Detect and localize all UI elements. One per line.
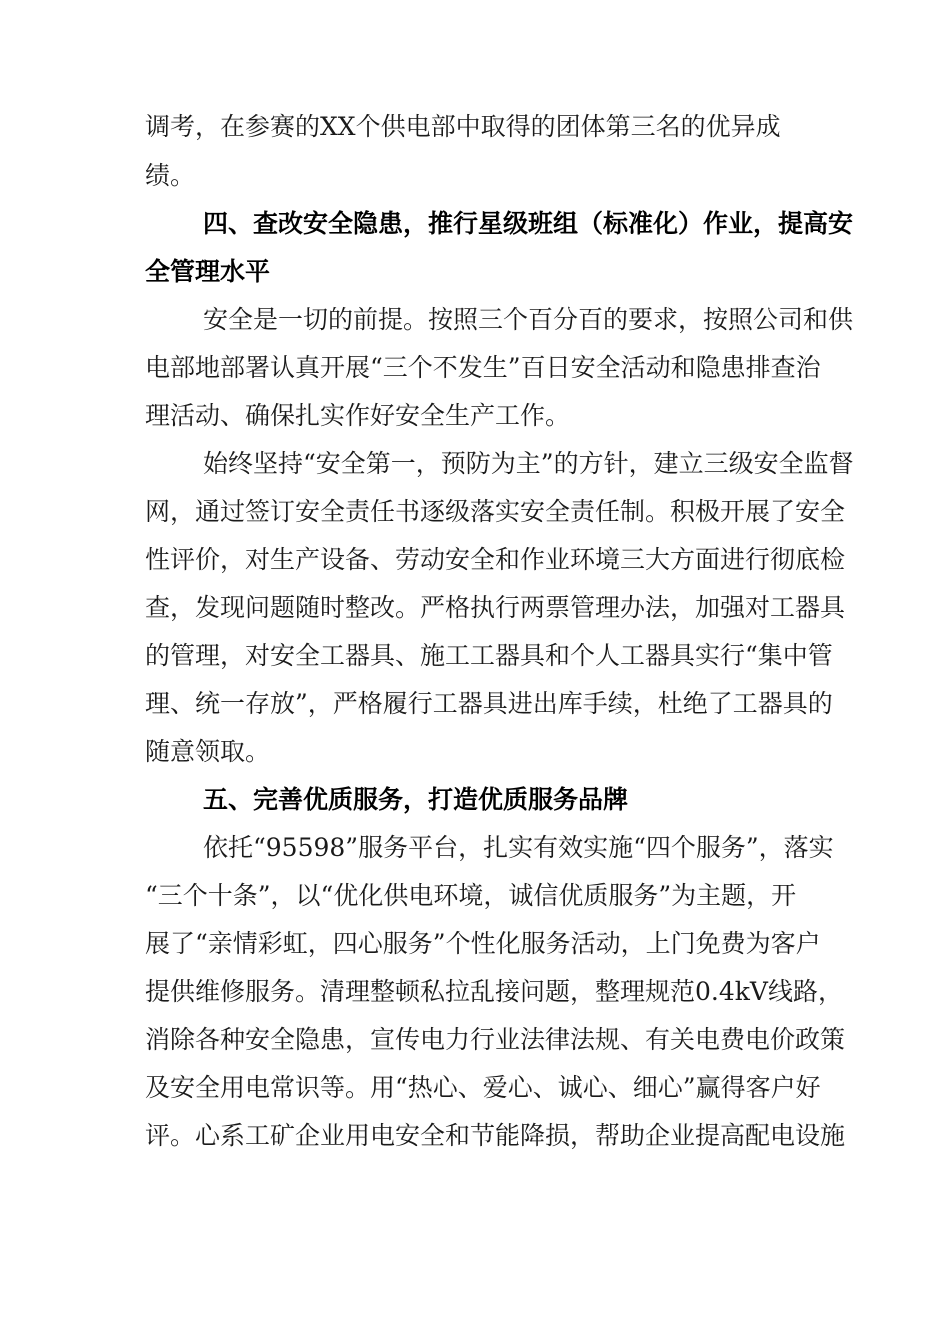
- body-line: 安全是一切的前提。按照三个百分百的要求，按照公司和供: [203, 305, 854, 334]
- body-line: 及安全用电常识等。用“热心、爱心、诚心、细心”赢得客户好: [145, 1073, 821, 1102]
- body-line: “三个十条”，以“优化供电环境，诚信优质服务”为主题，开: [145, 881, 797, 910]
- body-line: 性评价，对生产设备、劳动安全和作业环境三大方面进行彻底检: [145, 545, 846, 574]
- body-line: 消除各种安全隐患，宣传电力行业法律法规、有关电费电价政策: [145, 1025, 846, 1054]
- body-line: 依托“95598”服务平台，扎实有效实施“四个服务”，落实: [203, 833, 834, 862]
- body-line: 展了“亲情彩虹，四心服务”个性化服务活动，上门免费为客户: [145, 929, 821, 958]
- body-line: 评。心系工矿企业用电安全和节能降损，帮助企业提高配电设施: [145, 1121, 846, 1150]
- body-line: 网，通过签订安全责任书逐级落实安全责任制。积极开展了安全: [145, 497, 846, 526]
- section-heading: 五、完善优质服务，打造优质服务品牌: [203, 785, 629, 814]
- body-line: 理、统一存放”，严格履行工器具进出库手续，杜绝了工器具的: [145, 689, 833, 718]
- body-line: 电部地部署认真开展“三个不发生”百日安全活动和隐患排查治: [145, 353, 821, 382]
- body-line: 随意领取。: [145, 737, 271, 766]
- body-line: 始终坚持“安全第一，预防为主”的方针，建立三级安全监督: [203, 449, 854, 478]
- body-line: 理活动、确保扎实作好安全生产工作。: [145, 401, 571, 430]
- body-line: 查，发现问题随时整改。严格执行两票管理办法，加强对工器具: [145, 593, 846, 622]
- body-line: 绩。: [145, 161, 196, 190]
- section-heading: 四、查改安全隐患，推行星级班组（标准化）作业，提高安: [203, 209, 854, 238]
- body-line: 提供维修服务。清理整顿私拉乱接问题，整理规范0.4kV线路，: [145, 977, 843, 1006]
- section-heading: 全管理水平: [145, 257, 271, 286]
- body-line: 调考，在参赛的XX个供电部中取得的团体第三名的优异成: [145, 112, 781, 141]
- body-line: 的管理，对安全工器具、施工工器具和个人工器具实行“集中管: [145, 641, 833, 670]
